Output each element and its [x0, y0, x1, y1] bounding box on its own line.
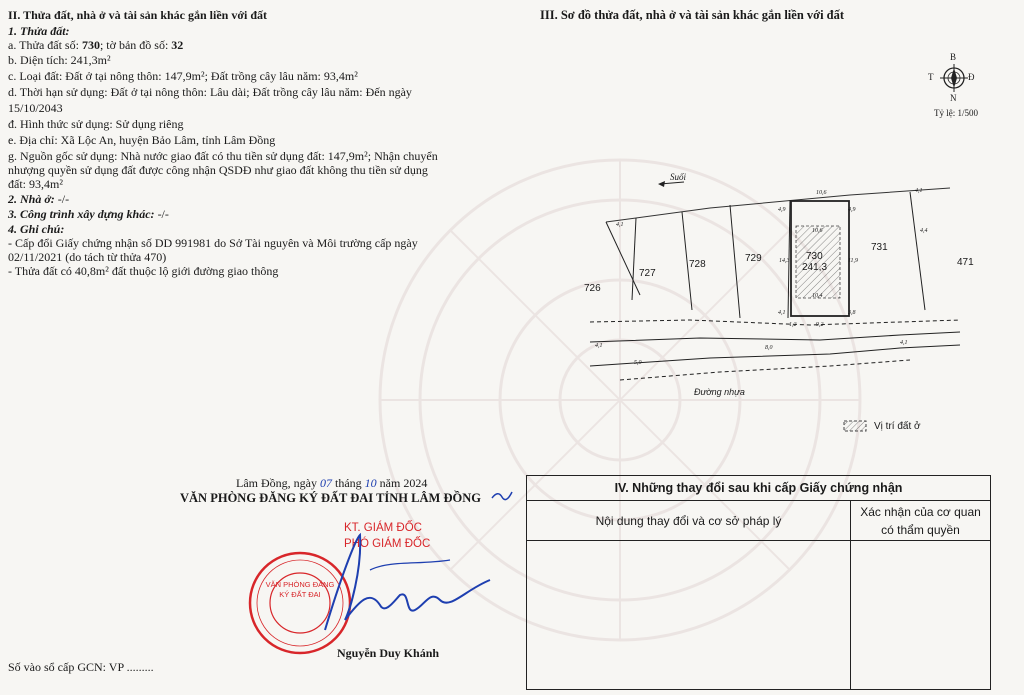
dim-s1: 5,0: [634, 360, 642, 366]
stream-label: Suối: [670, 172, 687, 182]
initial-mark: [490, 488, 514, 504]
dim-bottom-right: 9,2: [816, 322, 824, 328]
section-title-diagram: III. Sơ đồ thửa đất, nhà ở và tài sản khác gắn liền với đất: [540, 8, 845, 22]
sheet-label: ; tờ bản đồ số:: [99, 38, 172, 52]
date-day: 07: [319, 476, 332, 490]
office-name: VĂN PHÒNG ĐĂNG KÝ ĐẤT ĐAI TỈNH LÂM ĐỒNG: [180, 491, 481, 505]
stamp-text: VĂN PHÒNG ĐĂNG KÝ ĐẤT ĐAI: [265, 580, 335, 599]
section-title-land: II. Thửa đất, nhà ở và tài sản khác gắn liền với đất: [8, 8, 268, 22]
note-1-line-1: - Cấp đổi Giấy chứng nhận số DD 991981 do Sở Tài nguyên và Môi trường cấp ngày: [8, 236, 418, 250]
date-month: 10: [364, 476, 377, 490]
legend-label: Vị trí đất ở: [874, 421, 921, 432]
origin-line-3: đất: 93,4m²: [8, 177, 63, 191]
term-line-2: 15/10/2043: [8, 101, 63, 115]
parcel-726: 726: [584, 283, 601, 294]
parcel-730: 730: [806, 251, 823, 262]
notes-heading: 4. Ghi chú:: [8, 222, 65, 236]
scale-label: Tỷ lệ: 1/500: [934, 108, 978, 118]
address-line: e. Địa chỉ: Xã Lộc An, huyện Bảo Lâm, tỉnh Lâm Đồng: [8, 133, 276, 147]
term-line-1: d. Thời hạn sử dụng: Đất ở tại nông thôn: Lâu dài; Đất trồng cây lâu năm: Đến ngày: [8, 85, 412, 99]
dim-w2: 4,1: [915, 188, 923, 194]
date-prefix: Lâm Đồng, ngày: [236, 476, 320, 490]
compass-rose: [928, 54, 988, 106]
land-type-line: c. Loại đất: Đất ở tại nông thôn: 147,9m²; Đất trồng cây lâu năm: 93,4m²: [8, 69, 358, 83]
parcel-728: 728: [689, 259, 706, 270]
dim-s2: 8,0: [765, 345, 773, 351]
dim-inner-bottom: 10,4: [812, 293, 823, 299]
changes-confirmation-cell: [851, 541, 991, 690]
changes-title: IV. Những thay đổi sau khi cấp Giấy chứng nhận: [527, 476, 991, 501]
parcel-727: 727: [639, 268, 656, 279]
land-heading: 1. Thửa đất:: [8, 24, 70, 38]
dim-right: 11,9: [848, 258, 859, 264]
dim-t1: 4,9: [778, 207, 786, 213]
house-value: -/-: [54, 192, 70, 206]
area-line: b. Diện tích: 241,3m²: [8, 53, 111, 67]
legend-hatch-swatch: [843, 420, 867, 432]
register-number: Số vào sổ cấp GCN: VP .........: [8, 660, 154, 674]
parcel-730-area: 241,3: [802, 262, 828, 273]
parcel-label: a. Thửa đất số:: [8, 38, 82, 52]
changes-content-cell: [527, 541, 851, 690]
dim-inner-top: 10,6: [812, 228, 823, 234]
compass-south-label: N: [950, 93, 957, 103]
parcel-number: 730: [81, 38, 100, 52]
road-label: Đường nhựa: [694, 387, 745, 397]
works-line: [8, 207, 169, 221]
sheet-number: 32: [171, 38, 184, 52]
compass-east-label: Đ: [968, 72, 975, 82]
changes-table: [526, 475, 991, 690]
house-heading: 2. Nhà ở:: [8, 192, 55, 206]
confirmation-line-2: có thẩm quyền: [881, 522, 960, 537]
dim-b2: 3,8: [848, 310, 856, 316]
confirmation-line-1: Xác nhận của cơ quan: [860, 504, 981, 519]
parcel-731: 731: [871, 242, 888, 253]
note-1-line-2: 02/11/2021 (do tách từ thửa 470): [8, 250, 167, 264]
dim-top: 10,6: [816, 190, 827, 196]
parcel-info: [8, 38, 183, 52]
parcel-729: 729: [745, 253, 762, 264]
date-month-label: tháng: [331, 476, 365, 490]
signer-title-1: KT. GIÁM ĐỐC: [344, 522, 422, 534]
works-heading: 3. Công trình xây dựng khác:: [8, 207, 155, 221]
signature: [300, 520, 500, 640]
note-2: - Thửa đất có 40,8m² đất thuộc lộ giới đường giao thông: [8, 264, 279, 278]
dim-s3: 4,4: [920, 228, 928, 234]
changes-col-confirmation: [851, 501, 991, 541]
dim-b1: 4,1: [778, 310, 786, 316]
dim-w1: 4,1: [616, 222, 624, 228]
origin-line-2: nhượng quyền sử dụng đất được công nhận QSDĐ như giao đất không thu tiền sử dụng: [8, 163, 428, 177]
parcel-471: 471: [957, 257, 974, 268]
signer-name: Nguyễn Duy Khánh: [337, 646, 440, 660]
date-year: năm 2024: [376, 476, 428, 490]
dim-left: 14,3: [779, 258, 790, 264]
dim-t2: 4,9: [848, 207, 856, 213]
parcel-diagram: [570, 170, 970, 410]
changes-col-content: Nội dung thay đổi và cơ sở pháp lý: [527, 501, 851, 541]
signer-title-2: PHÓ GIÁM ĐỐC: [344, 538, 431, 550]
issue-date: [236, 476, 427, 491]
stream-arrow-icon: [656, 176, 686, 188]
compass-north-label: B: [950, 52, 957, 62]
usage-form-line: đ. Hình thức sử dụng: Sử dụng riêng: [8, 117, 184, 131]
dim-bottom-left: 1,2: [789, 322, 797, 328]
house-line: [8, 192, 69, 206]
works-value: -/-: [154, 207, 169, 221]
compass-west-label: T: [928, 72, 934, 82]
origin-line-1: g. Nguồn gốc sử dụng: Nhà nước giao đất có thu tiền sử dụng đất: 147,9m²; Nhận chuyển: [8, 149, 438, 163]
dim-r2: 4,1: [900, 340, 908, 346]
dim-r1: 4,1: [595, 343, 603, 349]
